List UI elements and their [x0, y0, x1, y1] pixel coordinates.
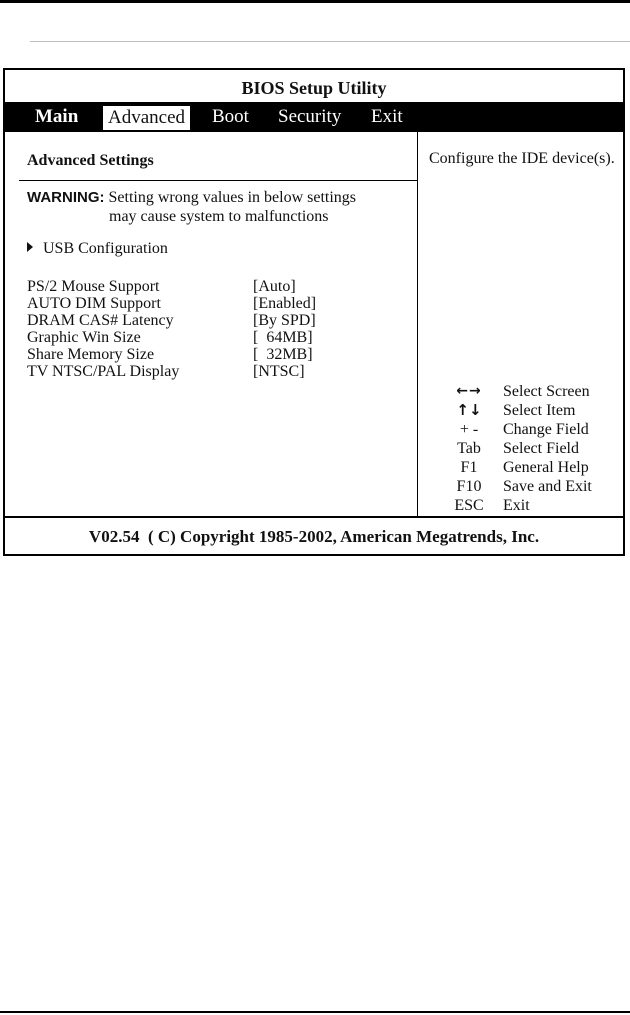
key-description: Select Screen [503, 383, 590, 400]
setting-label: PS/2 Mouse Support [27, 278, 160, 295]
warning-label: WARNING: [27, 189, 105, 206]
setting-value[interactable]: [NTSC] [253, 363, 305, 380]
setting-share-memory-size[interactable] [27, 346, 417, 363]
submenu-arrow-icon [27, 242, 33, 252]
key-description: Change Field [503, 421, 589, 438]
bios-setup-window [3, 68, 625, 556]
key-symbol: F1 [460, 459, 478, 476]
section-title: Advanced Settings [27, 152, 154, 169]
key-symbol: F10 [456, 478, 482, 495]
setting-auto-dim-support[interactable] [27, 295, 417, 312]
key-row-save-and-exit [429, 477, 619, 496]
setting-label: TV NTSC/PAL Display [27, 363, 180, 380]
setting-value[interactable]: [Auto] [253, 278, 296, 295]
setting-graphic-win-size[interactable] [27, 329, 417, 346]
tab-security[interactable]: Security [278, 106, 342, 127]
key-description: Exit [503, 497, 530, 514]
setting-label: DRAM CAS# Latency [27, 312, 174, 329]
setting-tv-ntsc-pal-display[interactable] [27, 363, 417, 380]
tab-exit[interactable]: Exit [371, 106, 403, 127]
key-description: Select Item [503, 402, 576, 419]
content-area [5, 132, 623, 516]
page-header-rule [30, 41, 630, 42]
setting-label: AUTO DIM Support [27, 295, 161, 312]
menu-bar [5, 102, 623, 132]
submenu-label: USB Configuration [43, 240, 168, 257]
tab-boot[interactable]: Boot [212, 106, 249, 127]
key-row-select-screen [429, 382, 619, 401]
settings-list [27, 278, 417, 380]
key-symbol: + - [459, 421, 479, 438]
key-row-general-help [429, 458, 619, 477]
key-description: Save and Exit [503, 478, 592, 495]
setting-label: Graphic Win Size [27, 329, 141, 346]
panel-divider [417, 132, 418, 516]
key-description: Select Field [503, 440, 579, 457]
left-right-arrows-icon: ←→ [456, 383, 482, 399]
usb-configuration-item[interactable] [27, 240, 168, 258]
setting-label: Share Memory Size [27, 346, 155, 363]
key-row-select-item [429, 401, 619, 420]
warning-line-2: may cause system to malfunctions [109, 208, 329, 225]
warning-message [27, 188, 357, 225]
page-top-rule [0, 0, 630, 3]
setting-dram-cas-latency[interactable] [27, 312, 417, 329]
help-text: Configure the IDE device(s). [429, 150, 615, 167]
key-row-change-field [429, 420, 619, 439]
key-symbol: Tab [457, 440, 481, 457]
key-description: General Help [503, 459, 589, 476]
section-divider [19, 180, 417, 181]
setting-value[interactable]: [Enabled] [253, 295, 317, 312]
copyright-footer: V02.54 ( C) Copyright 1985-2002, American Megatrends, Inc. [5, 516, 623, 554]
key-legend [429, 382, 619, 515]
setting-value[interactable]: [ 64MB] [253, 329, 313, 346]
setting-ps2-mouse-support[interactable] [27, 278, 417, 295]
key-row-exit [429, 496, 619, 515]
warning-line-1: Setting wrong values in below settings [108, 189, 357, 206]
tab-advanced[interactable]: Advanced [102, 105, 191, 131]
setting-value[interactable]: [ 32MB] [253, 346, 313, 363]
key-row-select-field [429, 439, 619, 458]
page-bottom-rule [0, 1011, 630, 1013]
setting-value[interactable]: [By SPD] [253, 312, 316, 329]
up-down-arrows-icon: ↑↓ [456, 401, 482, 419]
tab-main[interactable]: Main [35, 106, 79, 127]
key-symbol: ESC [454, 497, 484, 514]
bios-title: BIOS Setup Utility [241, 78, 387, 98]
